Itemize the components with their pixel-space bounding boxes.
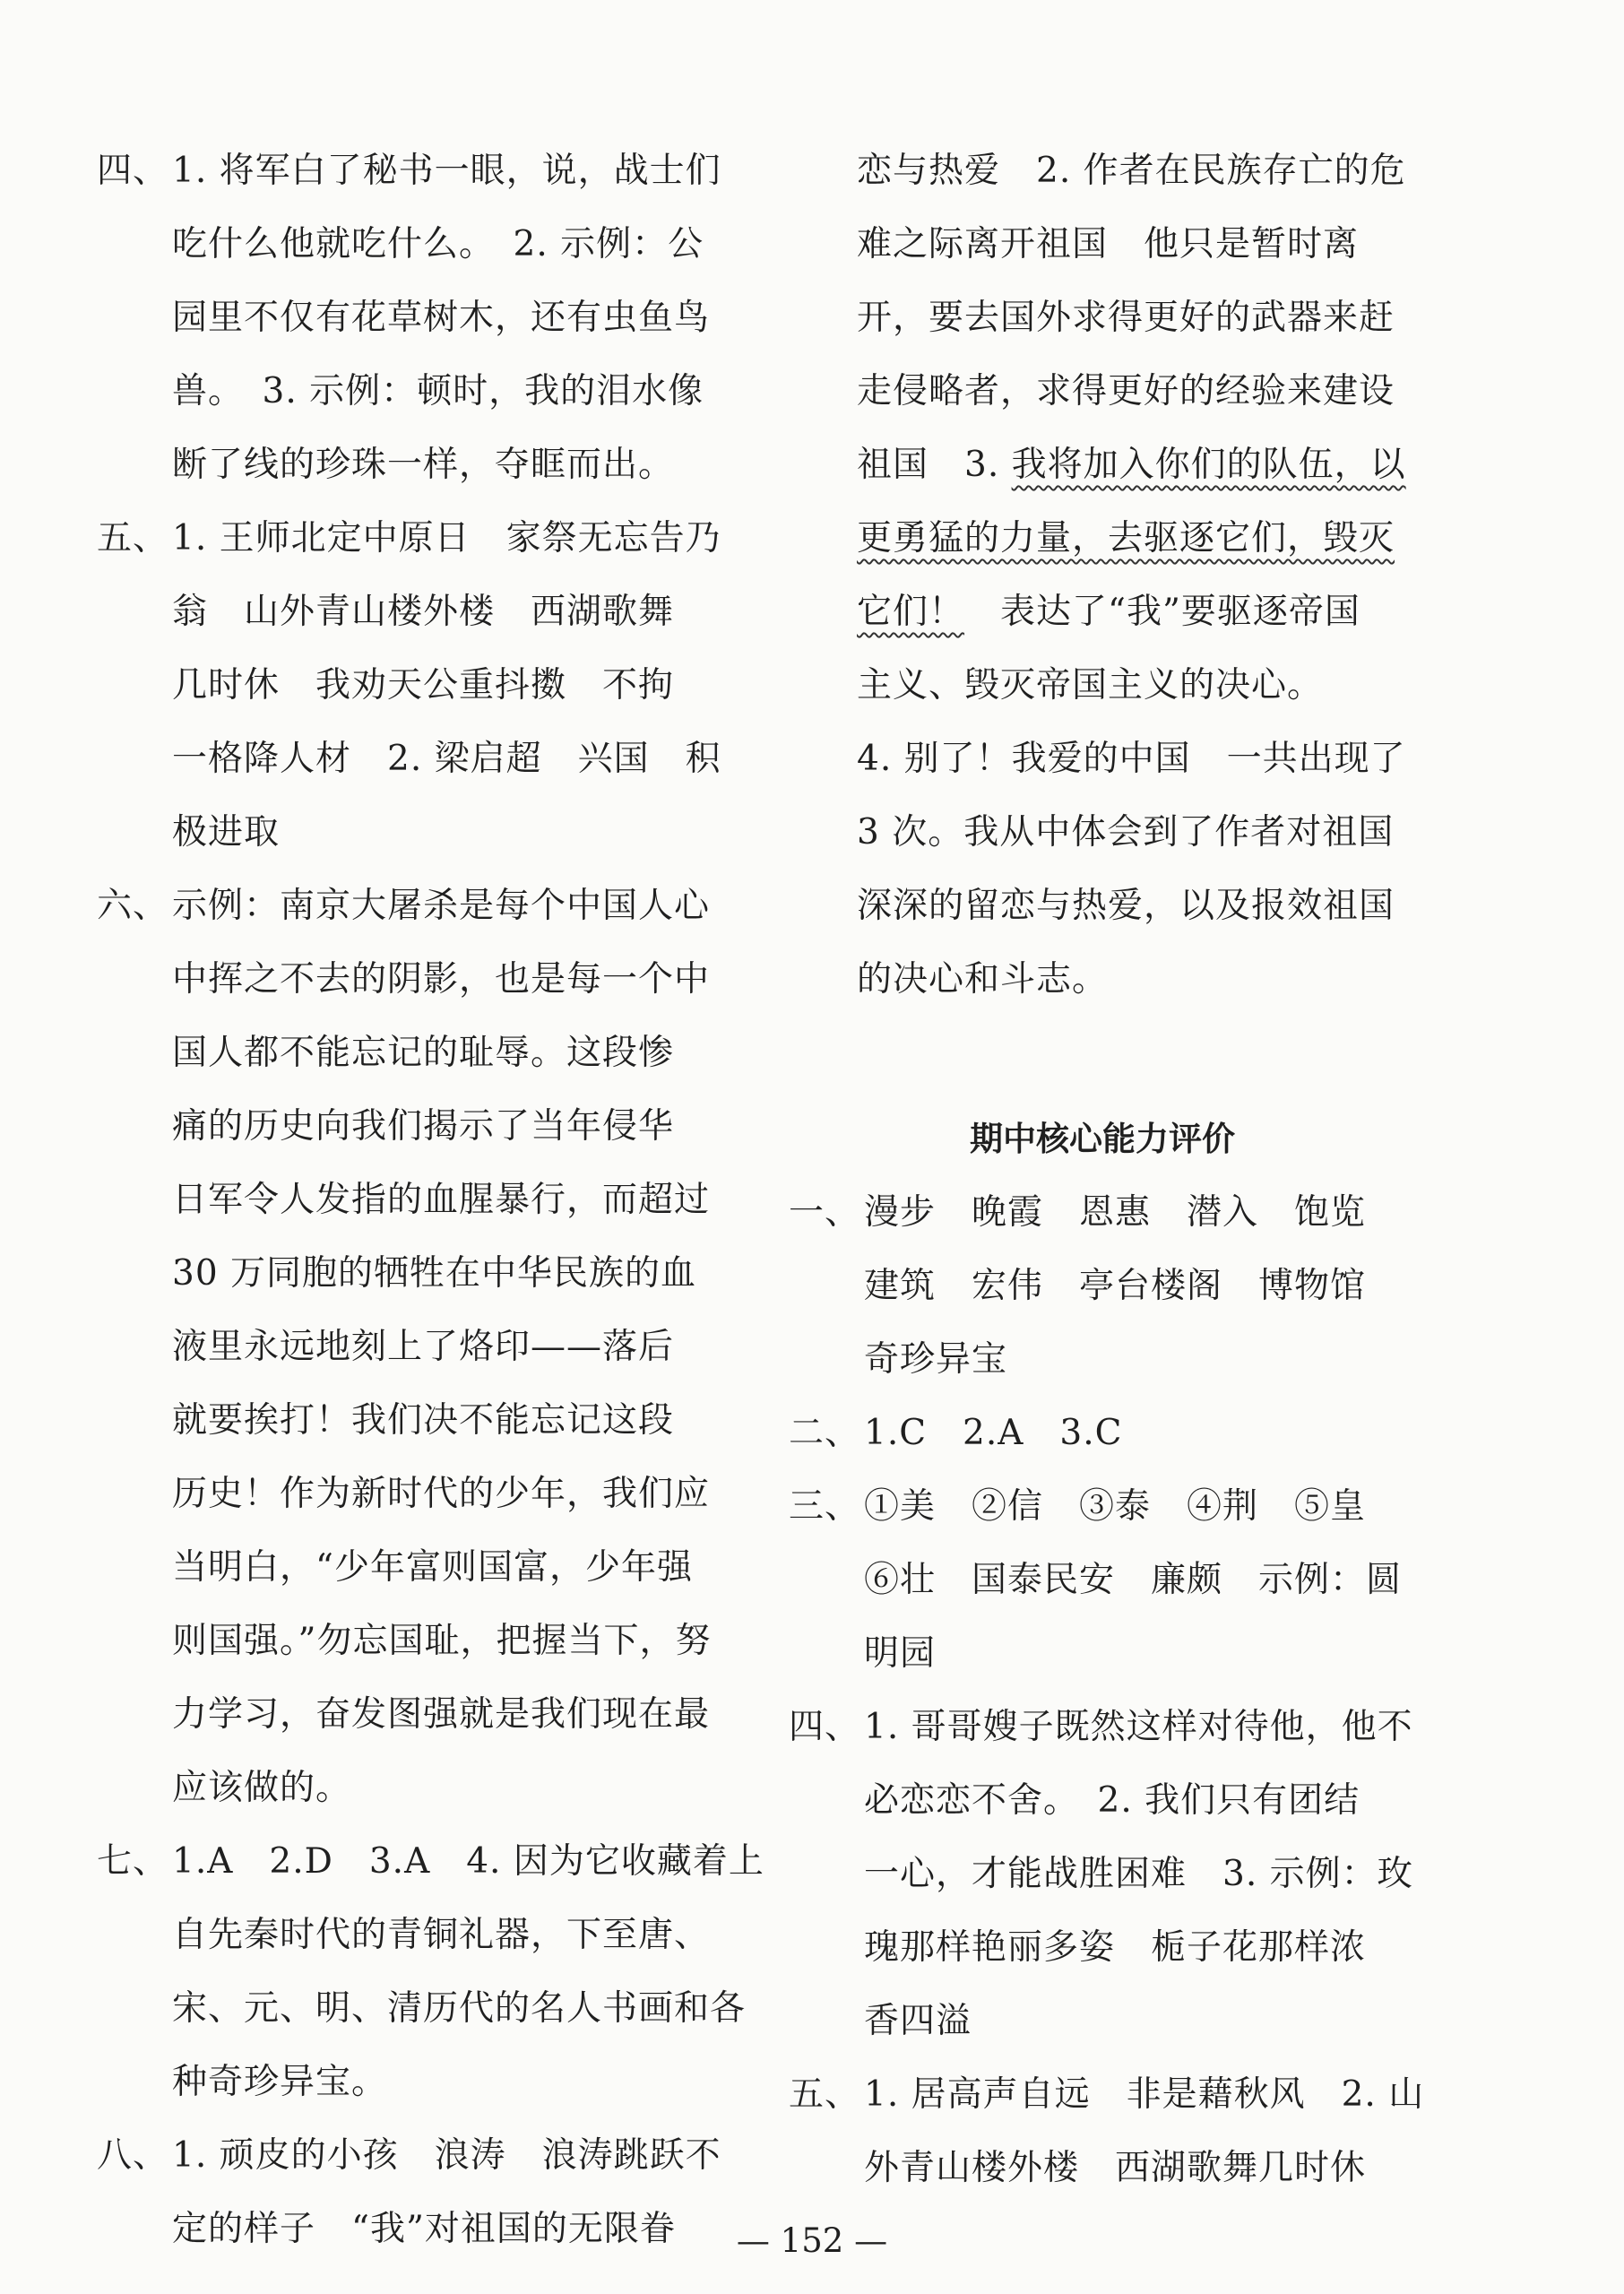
section-marker: 七、 (97, 1841, 169, 1882)
section-marker: 三、 (789, 1486, 861, 1527)
underlined-answer: 我将加入你们的队伍，以 (1011, 445, 1406, 485)
section-marker: 五、 (789, 2074, 861, 2115)
section-marker: 四、 (789, 1707, 861, 1747)
section-heading: 期中核心能力评价 (970, 1120, 1235, 1158)
section-marker: 一、 (789, 1192, 861, 1233)
section-marker: 四、 (97, 151, 169, 191)
section-marker: 二、 (789, 1413, 861, 1453)
section-marker: 五、 (97, 518, 169, 558)
underlined-answer: 更勇猛的力量，去驱逐它们，毁灭 (857, 518, 1395, 558)
section-marker: 八、 (97, 2135, 169, 2176)
underlined-answer: 它们！ (857, 592, 965, 632)
page-number: — 152 — (736, 2221, 888, 2260)
section-marker: 六、 (97, 886, 169, 926)
